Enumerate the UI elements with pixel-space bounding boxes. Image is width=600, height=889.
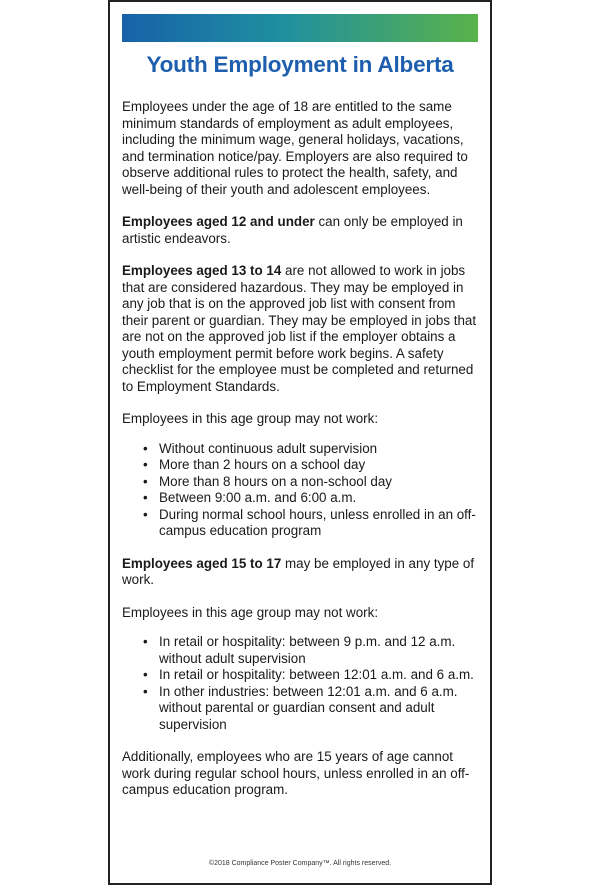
- intro-paragraph: Employees under the age of 18 are entitled to the same minimum standards of employment as adult employees, including the minimum wage, general holidays, vacations, and termination notice/pay. Employers are also required to observe additional rules to protect the health, safety, and well-being of their youth and adolescent employees.: [122, 99, 468, 197]
- bullet-icon: •: [143, 440, 148, 456]
- bullet-icon: •: [143, 506, 148, 522]
- bullet-icon: •: [143, 473, 148, 489]
- section-age-15-17: [122, 556, 480, 589]
- section-age-13-14-list-intro: Employees in this age group may not work:: [122, 411, 379, 426]
- copyright-footer: ©2018 Compliance Poster Company™. All rights reserved.: [208, 860, 392, 867]
- section-age-13-14: [122, 263, 480, 395]
- list-item: • More than 2 hours on a school day: [143, 457, 366, 472]
- list-item: • Between 9:00 a.m. and 6:00 a.m.: [143, 490, 357, 505]
- restriction-list-15-17: [122, 634, 480, 733]
- section-age-13-14-heading: Employees aged 13 to 14: [122, 263, 282, 278]
- bullet-icon: •: [143, 634, 148, 649]
- list-item: • Without continuous adult supervision: [143, 440, 378, 456]
- list-item: • In other industries: between 12:01 a.m. and 6 a.m. without parental or guardian consent and adult supervision: [143, 683, 458, 732]
- bullet-icon: •: [143, 457, 148, 472]
- section-age-12: [122, 214, 480, 247]
- list-item: • In retail or hospitality: between 9 p.m. and 12 a.m. without adult supervision: [143, 634, 456, 666]
- restriction-list-13-14: [122, 441, 480, 540]
- list-item: • In retail or hospitality: between 12:01 a.m. and 6 a.m.: [143, 667, 474, 682]
- bullet-icon: •: [143, 490, 148, 505]
- section-age-12-heading: Employees aged 12 and under: [122, 214, 315, 229]
- list-item: • During normal school hours, unless enrolled in an off-campus education program: [143, 506, 476, 538]
- section-age-15-17-heading: Employees aged 15 to 17: [122, 555, 282, 571]
- page-title: Youth Employment in Alberta: [146, 52, 454, 77]
- section-age-13-14-text: are not allowed to work in jobs that are considered hazardous. They may be employed in any job that is on the approved job list with consent from their parent or guardian. They may be employed in jobs that are not on the approved job list if the employer obtains a youth employment permit before work begins. A safety checklist for the employee must be completed and returned to Employment Standards.: [122, 263, 477, 394]
- bullet-icon: •: [143, 683, 148, 699]
- bullet-icon: •: [143, 667, 148, 682]
- section-age-15-17-list-intro: Employees in this age group may not work:: [122, 604, 379, 620]
- header-banner: [122, 14, 478, 42]
- list-item: • More than 8 hours on a non-school day: [143, 473, 392, 489]
- section-age-12-text: can only be employed in artistic endeavors.: [122, 214, 463, 246]
- poster-content: [122, 99, 480, 815]
- section-age-15-17-text: may be employed in any type of work.: [122, 555, 475, 587]
- closing-paragraph: Additionally, employees who are 15 years of age cannot work during regular school hours, unless enrolled in an off-campus education program.: [122, 749, 470, 797]
- poster: [108, 0, 492, 885]
